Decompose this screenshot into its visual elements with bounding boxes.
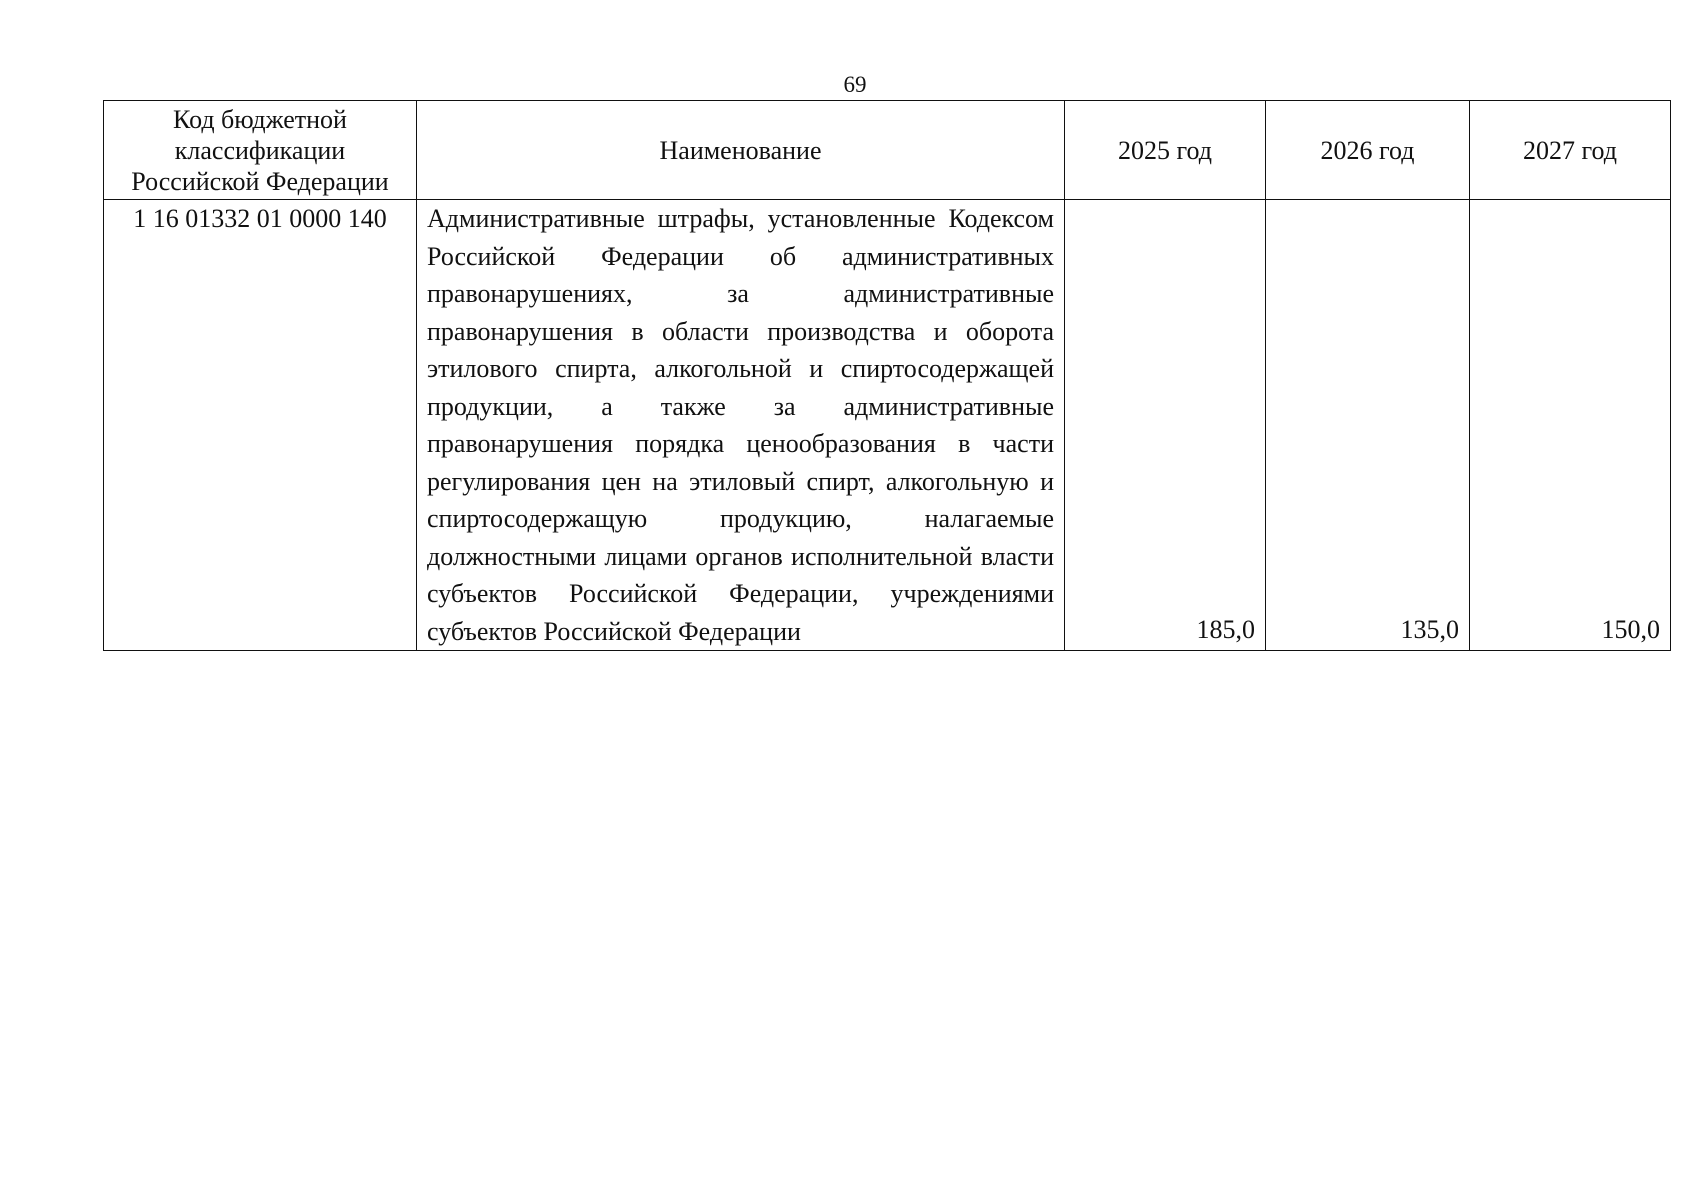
header-year-2027: 2027 год bbox=[1470, 101, 1671, 200]
header-name: Наименование bbox=[417, 101, 1065, 200]
row-amount-2027: 150,0 bbox=[1470, 200, 1671, 651]
page-number: 69 bbox=[843, 72, 867, 97]
table-row bbox=[104, 200, 1671, 651]
header-code: Код бюджетной классификации Российской Федерации bbox=[104, 101, 417, 200]
row-code: 1 16 01332 01 0000 140 bbox=[104, 200, 417, 651]
budget-table bbox=[103, 100, 1671, 651]
table-header-row bbox=[104, 101, 1671, 200]
row-amount-2025: 185,0 bbox=[1065, 200, 1266, 651]
row-amount-2026: 135,0 bbox=[1266, 200, 1470, 651]
row-name: Административные штрафы, установленные Кодексом Российской Федерации об административных правонарушениях, за административные правонарушения в области производства и оборота этилового спирта, алкогольной и спиртосодержащей продукции, а также за административные правонарушения порядка ценообразования в части регулирования цен на этиловый спирт, алкогольную и спиртосодержащую продукцию, налагаемые должностными лицами органов исполнительной власти субъектов Российской Федерации, учреждениями субъектов Российской Федерации bbox=[417, 200, 1065, 651]
header-year-2026: 2026 год bbox=[1266, 101, 1470, 200]
header-year-2025: 2025 год bbox=[1065, 101, 1266, 200]
